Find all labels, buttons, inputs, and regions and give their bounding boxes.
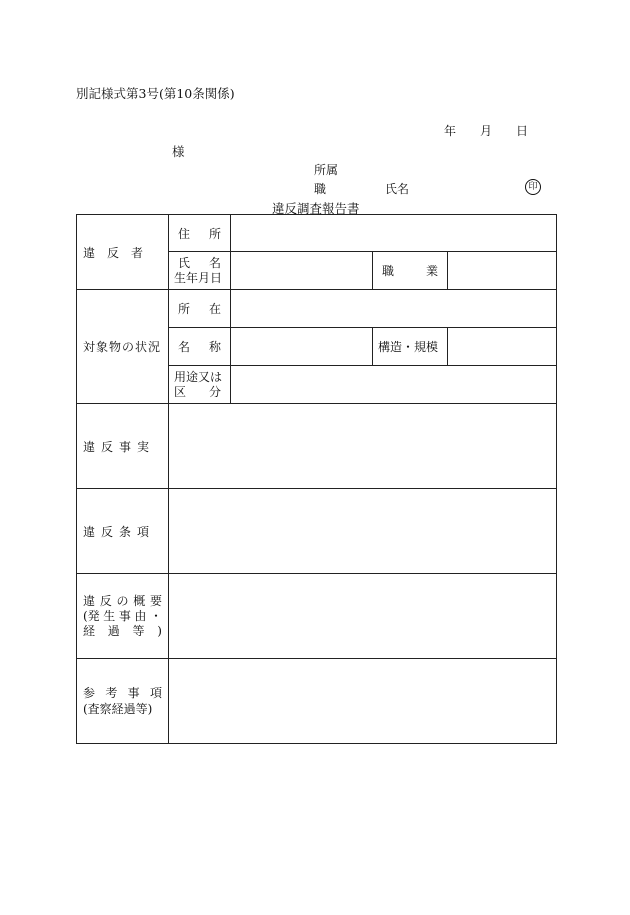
violator-label bbox=[77, 244, 168, 261]
location-label-2: 在 bbox=[208, 302, 221, 316]
summary-l3-2: 過 bbox=[107, 623, 120, 638]
usage-label-3: 分 bbox=[208, 384, 221, 399]
usage-label-cell bbox=[169, 366, 231, 404]
violation-summary-field[interactable] bbox=[169, 574, 557, 659]
document-title: 違反調査報告書 bbox=[272, 201, 360, 216]
violation-clause-label-2: 反 bbox=[100, 524, 113, 539]
address-field[interactable] bbox=[231, 215, 557, 252]
structure-label: 構造・規模 bbox=[378, 340, 439, 354]
violation-fact-label-2: 反 bbox=[100, 439, 113, 454]
name-birth-field[interactable] bbox=[231, 252, 373, 290]
usage-label-2: 区 bbox=[174, 384, 187, 399]
name-label: 氏名 bbox=[385, 182, 410, 196]
designation-field[interactable] bbox=[231, 328, 373, 366]
reference-label-cell bbox=[77, 659, 169, 744]
date-month-label: 月 bbox=[480, 124, 493, 138]
reference-l1-4: 項 bbox=[149, 686, 162, 700]
report-table bbox=[76, 214, 557, 744]
address-label-cell bbox=[169, 215, 231, 252]
violation-clause-label-3: 条 bbox=[118, 524, 131, 539]
addressee-suffix: 様 bbox=[172, 144, 185, 159]
address-label-1: 住 bbox=[178, 226, 191, 241]
occupation-label-2: 業 bbox=[425, 264, 438, 278]
reference-l2: (査察経過等) bbox=[83, 702, 153, 716]
violation-fact-label-1: 違 bbox=[83, 439, 96, 454]
summary-l2-2: 生 bbox=[103, 608, 116, 623]
location-field[interactable] bbox=[231, 290, 557, 328]
address-label-2: 所 bbox=[208, 226, 221, 241]
structure-label-cell bbox=[373, 328, 448, 366]
summary-l3-4: ) bbox=[157, 623, 162, 638]
affiliation-label: 所属 bbox=[314, 163, 339, 177]
location-label-cell bbox=[169, 290, 231, 328]
summary-l2-5: ・ bbox=[149, 608, 162, 623]
designation-label-2: 称 bbox=[208, 340, 221, 354]
reference-l1-3: 事 bbox=[127, 686, 140, 700]
summary-l2-3: 事 bbox=[118, 608, 131, 623]
violation-clause-label-cell bbox=[77, 489, 169, 574]
summary-l1-1: 違 bbox=[83, 593, 96, 608]
name-label-1: 氏 bbox=[178, 255, 191, 270]
target-label-cell bbox=[77, 290, 169, 404]
summary-l1-3: の bbox=[116, 593, 129, 608]
violation-fact-label-4: 実 bbox=[136, 439, 149, 454]
summary-l3-1: 経 bbox=[83, 623, 96, 638]
designation-label-cell bbox=[169, 328, 231, 366]
name-label-2: 名 bbox=[208, 255, 221, 270]
usage-label-1: 用途又は bbox=[174, 369, 223, 384]
seal-icon: 印 bbox=[525, 179, 541, 195]
violation-fact-label-3: 事 bbox=[118, 439, 131, 454]
designation-label-1: 名 bbox=[178, 340, 191, 354]
name-birth-label-cell bbox=[169, 252, 231, 290]
occupation-label-cell bbox=[373, 252, 448, 290]
occupation-label-1: 職 bbox=[382, 264, 395, 278]
date-day-label: 日 bbox=[516, 124, 529, 138]
violator-label-text: 違 反 者 bbox=[83, 245, 144, 260]
post-label: 職 bbox=[314, 182, 327, 196]
target-label: 対象物の状況 bbox=[83, 340, 162, 354]
date-year-label: 年 bbox=[444, 124, 457, 138]
violator-label-cell bbox=[77, 215, 169, 290]
summary-l3-3: 等 bbox=[132, 623, 145, 638]
summary-l1-2: 反 bbox=[99, 593, 112, 608]
violation-clause-label-4: 項 bbox=[136, 524, 149, 539]
birthdate-label: 生年月日 bbox=[174, 270, 223, 285]
occupation-field[interactable] bbox=[448, 252, 557, 290]
form-number: 別記様式第3号(第10条関係) bbox=[76, 86, 235, 101]
summary-l2-1: (発 bbox=[83, 608, 100, 623]
violation-summary-label-cell bbox=[77, 574, 169, 659]
violation-clause-field[interactable] bbox=[169, 489, 557, 574]
reference-field[interactable] bbox=[169, 659, 557, 744]
reference-l1-2: 考 bbox=[105, 686, 118, 700]
location-label-1: 所 bbox=[178, 302, 191, 316]
summary-l1-4: 概 bbox=[133, 593, 146, 608]
reference-l1-1: 参 bbox=[83, 686, 96, 700]
summary-l1-5: 要 bbox=[149, 593, 162, 608]
structure-field[interactable] bbox=[448, 328, 557, 366]
summary-l2-4: 由 bbox=[134, 608, 147, 623]
violation-fact-label-cell bbox=[77, 404, 169, 489]
violation-fact-field[interactable] bbox=[169, 404, 557, 489]
usage-field[interactable] bbox=[231, 366, 557, 404]
violation-clause-label-1: 違 bbox=[83, 524, 96, 539]
